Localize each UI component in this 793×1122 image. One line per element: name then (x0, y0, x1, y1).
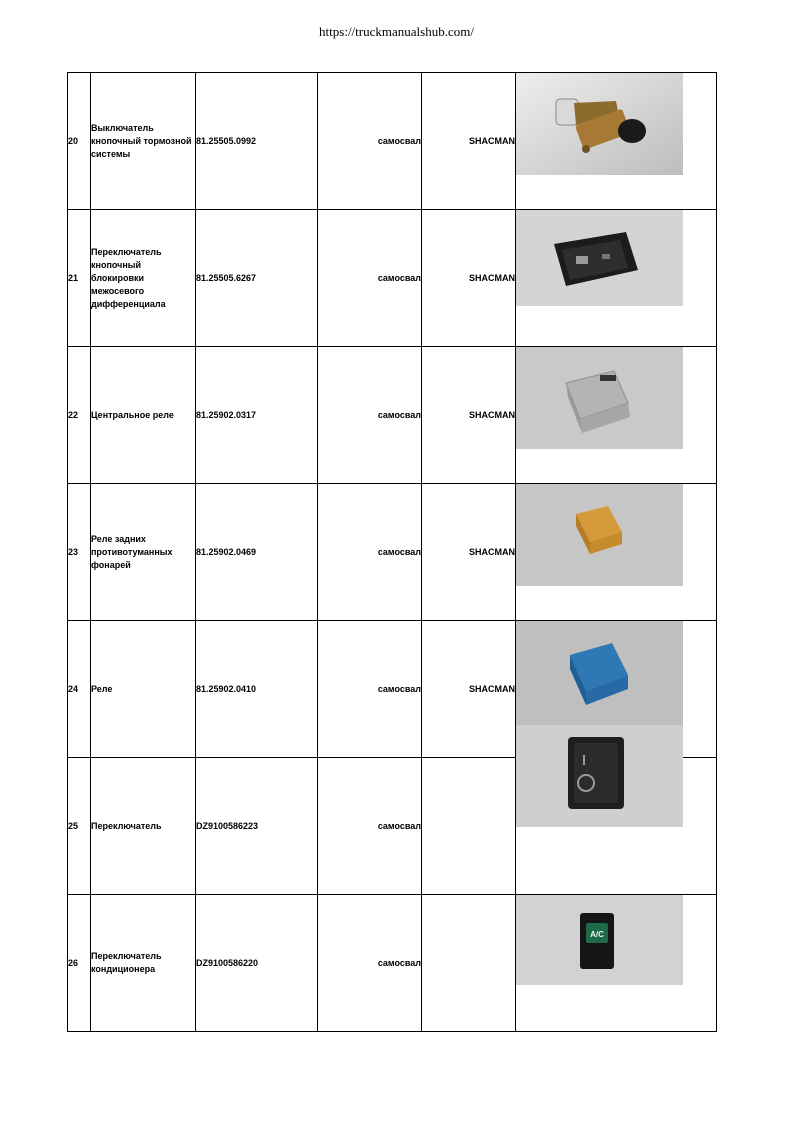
brand: SHACMAN (422, 73, 516, 210)
brand (422, 758, 516, 895)
row-number: 25 (68, 758, 91, 895)
vehicle-type: самосвал (318, 621, 422, 758)
brand: SHACMAN (422, 210, 516, 347)
row-number: 26 (68, 895, 91, 1032)
vehicle-type: самосвал (318, 484, 422, 621)
table-row (68, 621, 717, 758)
brand (422, 895, 516, 1032)
table-row (68, 210, 717, 347)
row-number: 22 (68, 347, 91, 484)
row-number: 21 (68, 210, 91, 347)
brand: SHACMAN (422, 621, 516, 758)
part-code: 81.25902.0469 (196, 484, 318, 621)
part-name: Выключатель кнопочный тормозной системы (91, 73, 196, 210)
vehicle-type: самосвал (318, 73, 422, 210)
brand: SHACMAN (422, 484, 516, 621)
part-name: Переключатель (91, 758, 196, 895)
part-code: 81.25505.6267 (196, 210, 318, 347)
part-name: Центральное реле (91, 347, 196, 484)
part-code: 81.25902.0410 (196, 621, 318, 758)
table-row (68, 484, 717, 621)
part-code: DZ9100586220 (196, 895, 318, 1032)
part-name: Переключатель кнопочный блокировки межосевого дифференциала (91, 210, 196, 347)
part-code: DZ9100586223 (196, 758, 318, 895)
blue-relay-photo (516, 621, 683, 725)
ac-label: A/C (590, 930, 604, 939)
row-number: 20 (68, 73, 91, 210)
fog-relay-photo (516, 484, 683, 586)
part-code: 81.25505.0992 (196, 73, 318, 210)
photo-cell (516, 210, 717, 347)
rocker-switch-photo (516, 725, 683, 827)
page-header-url: https://truckmanualshub.com/ (319, 24, 474, 39)
photo-cell (516, 484, 717, 621)
vehicle-type: самосвал (318, 210, 422, 347)
part-name: Реле (91, 621, 196, 758)
part-code: 81.25902.0317 (196, 347, 318, 484)
photo-cell (516, 73, 717, 210)
row-number: 24 (68, 621, 91, 758)
parts-table (67, 72, 717, 1032)
photo-cell (516, 895, 717, 1032)
central-relay-photo (516, 347, 683, 449)
vehicle-type: самосвал (318, 895, 422, 1032)
brake-switch-photo (516, 73, 683, 175)
row-number: 23 (68, 484, 91, 621)
table-row (68, 895, 717, 1032)
table-row (68, 347, 717, 484)
photo-cell (516, 621, 717, 758)
part-name: Реле задних противотуманных фонарей (91, 484, 196, 621)
vehicle-type: самосвал (318, 758, 422, 895)
diff-lock-switch-photo (516, 210, 683, 306)
ac-switch-photo (516, 895, 683, 985)
part-name: Переключатель кондиционера (91, 895, 196, 1032)
photo-cell (516, 347, 717, 484)
brand: SHACMAN (422, 347, 516, 484)
vehicle-type: самосвал (318, 347, 422, 484)
table-row (68, 73, 717, 210)
